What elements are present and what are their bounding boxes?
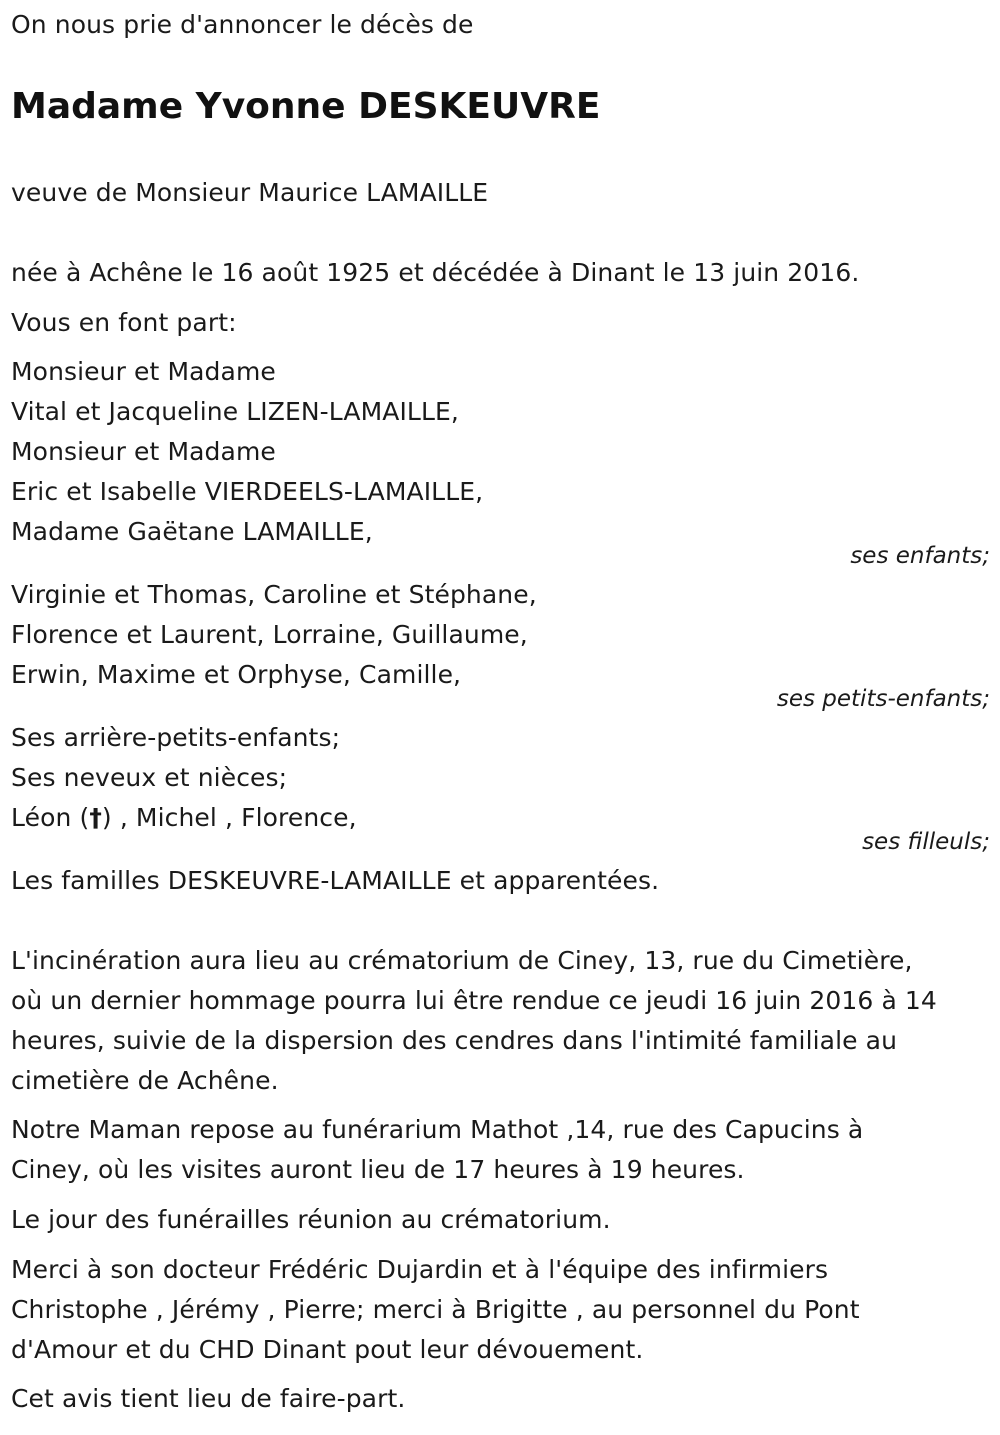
ceremony-line: heures, suivie de la dispersion des cendres dans l'intimité familiale au bbox=[11, 1026, 898, 1055]
godchildren-label: ses filleuls; bbox=[862, 829, 990, 855]
children-label: ses enfants; bbox=[850, 543, 990, 569]
viewing-line: Notre Maman repose au funérarium Mathot ,14, rue des Capucins à bbox=[11, 1115, 864, 1144]
cross-icon: † bbox=[89, 803, 102, 832]
ceremony-line: L'incinération aura lieu au crématorium de Ciney, 13, rue du Cimetière, bbox=[11, 946, 913, 975]
children-line: Madame Gaëtane LAMAILLE, bbox=[11, 517, 373, 546]
godchildren-after-cross: ) , Michel , Florence, bbox=[101, 803, 357, 832]
viewing-line: Ciney, où les visites auront lieu de 17 heures à 19 heures. bbox=[11, 1155, 745, 1184]
grandchildren-line: Virginie et Thomas, Caroline et Stéphane, bbox=[11, 580, 537, 609]
grandchildren-label: ses petits-enfants; bbox=[776, 686, 990, 712]
thanks-line: Merci à son docteur Frédéric Dujardin et à l'équipe des infirmiers bbox=[11, 1255, 829, 1284]
great-grandchildren-text: Ses arrière-petits-enfants; bbox=[11, 723, 341, 752]
children-line: Monsieur et Madame bbox=[11, 437, 276, 466]
children-line: Eric et Isabelle VIERDEELS-LAMAILLE, bbox=[11, 477, 484, 506]
deceased-name: Madame Yvonne DESKEUVRE bbox=[11, 86, 601, 127]
thanks-line: Christophe , Jérémy , Pierre; merci à Brigitte , au personnel du Pont bbox=[11, 1295, 860, 1324]
ceremony-line: où un dernier hommage pourra lui être rendue ce jeudi 16 juin 2016 à 14 bbox=[11, 986, 937, 1015]
children-line: Vital et Jacqueline LIZEN-LAMAILLE, bbox=[11, 397, 459, 426]
reunion-text: Le jour des funérailles réunion au crématorium. bbox=[11, 1205, 611, 1234]
announced-by-text: Vous en font part: bbox=[11, 308, 237, 337]
godchildren-before-cross: Léon ( bbox=[11, 803, 90, 832]
grandchildren-line: Erwin, Maxime et Orphyse, Camille, bbox=[11, 660, 462, 689]
birth-death-text: née à Achêne le 16 août 1925 et décédée à Dinant le 13 juin 2016. bbox=[11, 258, 860, 287]
nephews-nieces-text: Ses neveux et nièces; bbox=[11, 763, 288, 792]
closing-text: Cet avis tient lieu de faire-part. bbox=[11, 1384, 406, 1413]
intro-text: On nous prie d'annoncer le décès de bbox=[11, 10, 474, 39]
children-line: Monsieur et Madame bbox=[11, 357, 276, 386]
families-text: Les familles DESKEUVRE-LAMAILLE et apparentées. bbox=[11, 866, 660, 895]
godchildren-line bbox=[11, 803, 357, 833]
ceremony-line: cimetière de Achêne. bbox=[11, 1066, 279, 1095]
grandchildren-line: Florence et Laurent, Lorraine, Guillaume, bbox=[11, 620, 528, 649]
spouse-text: veuve de Monsieur Maurice LAMAILLE bbox=[11, 178, 489, 207]
thanks-line: d'Amour et du CHD Dinant pout leur dévouement. bbox=[11, 1335, 644, 1364]
